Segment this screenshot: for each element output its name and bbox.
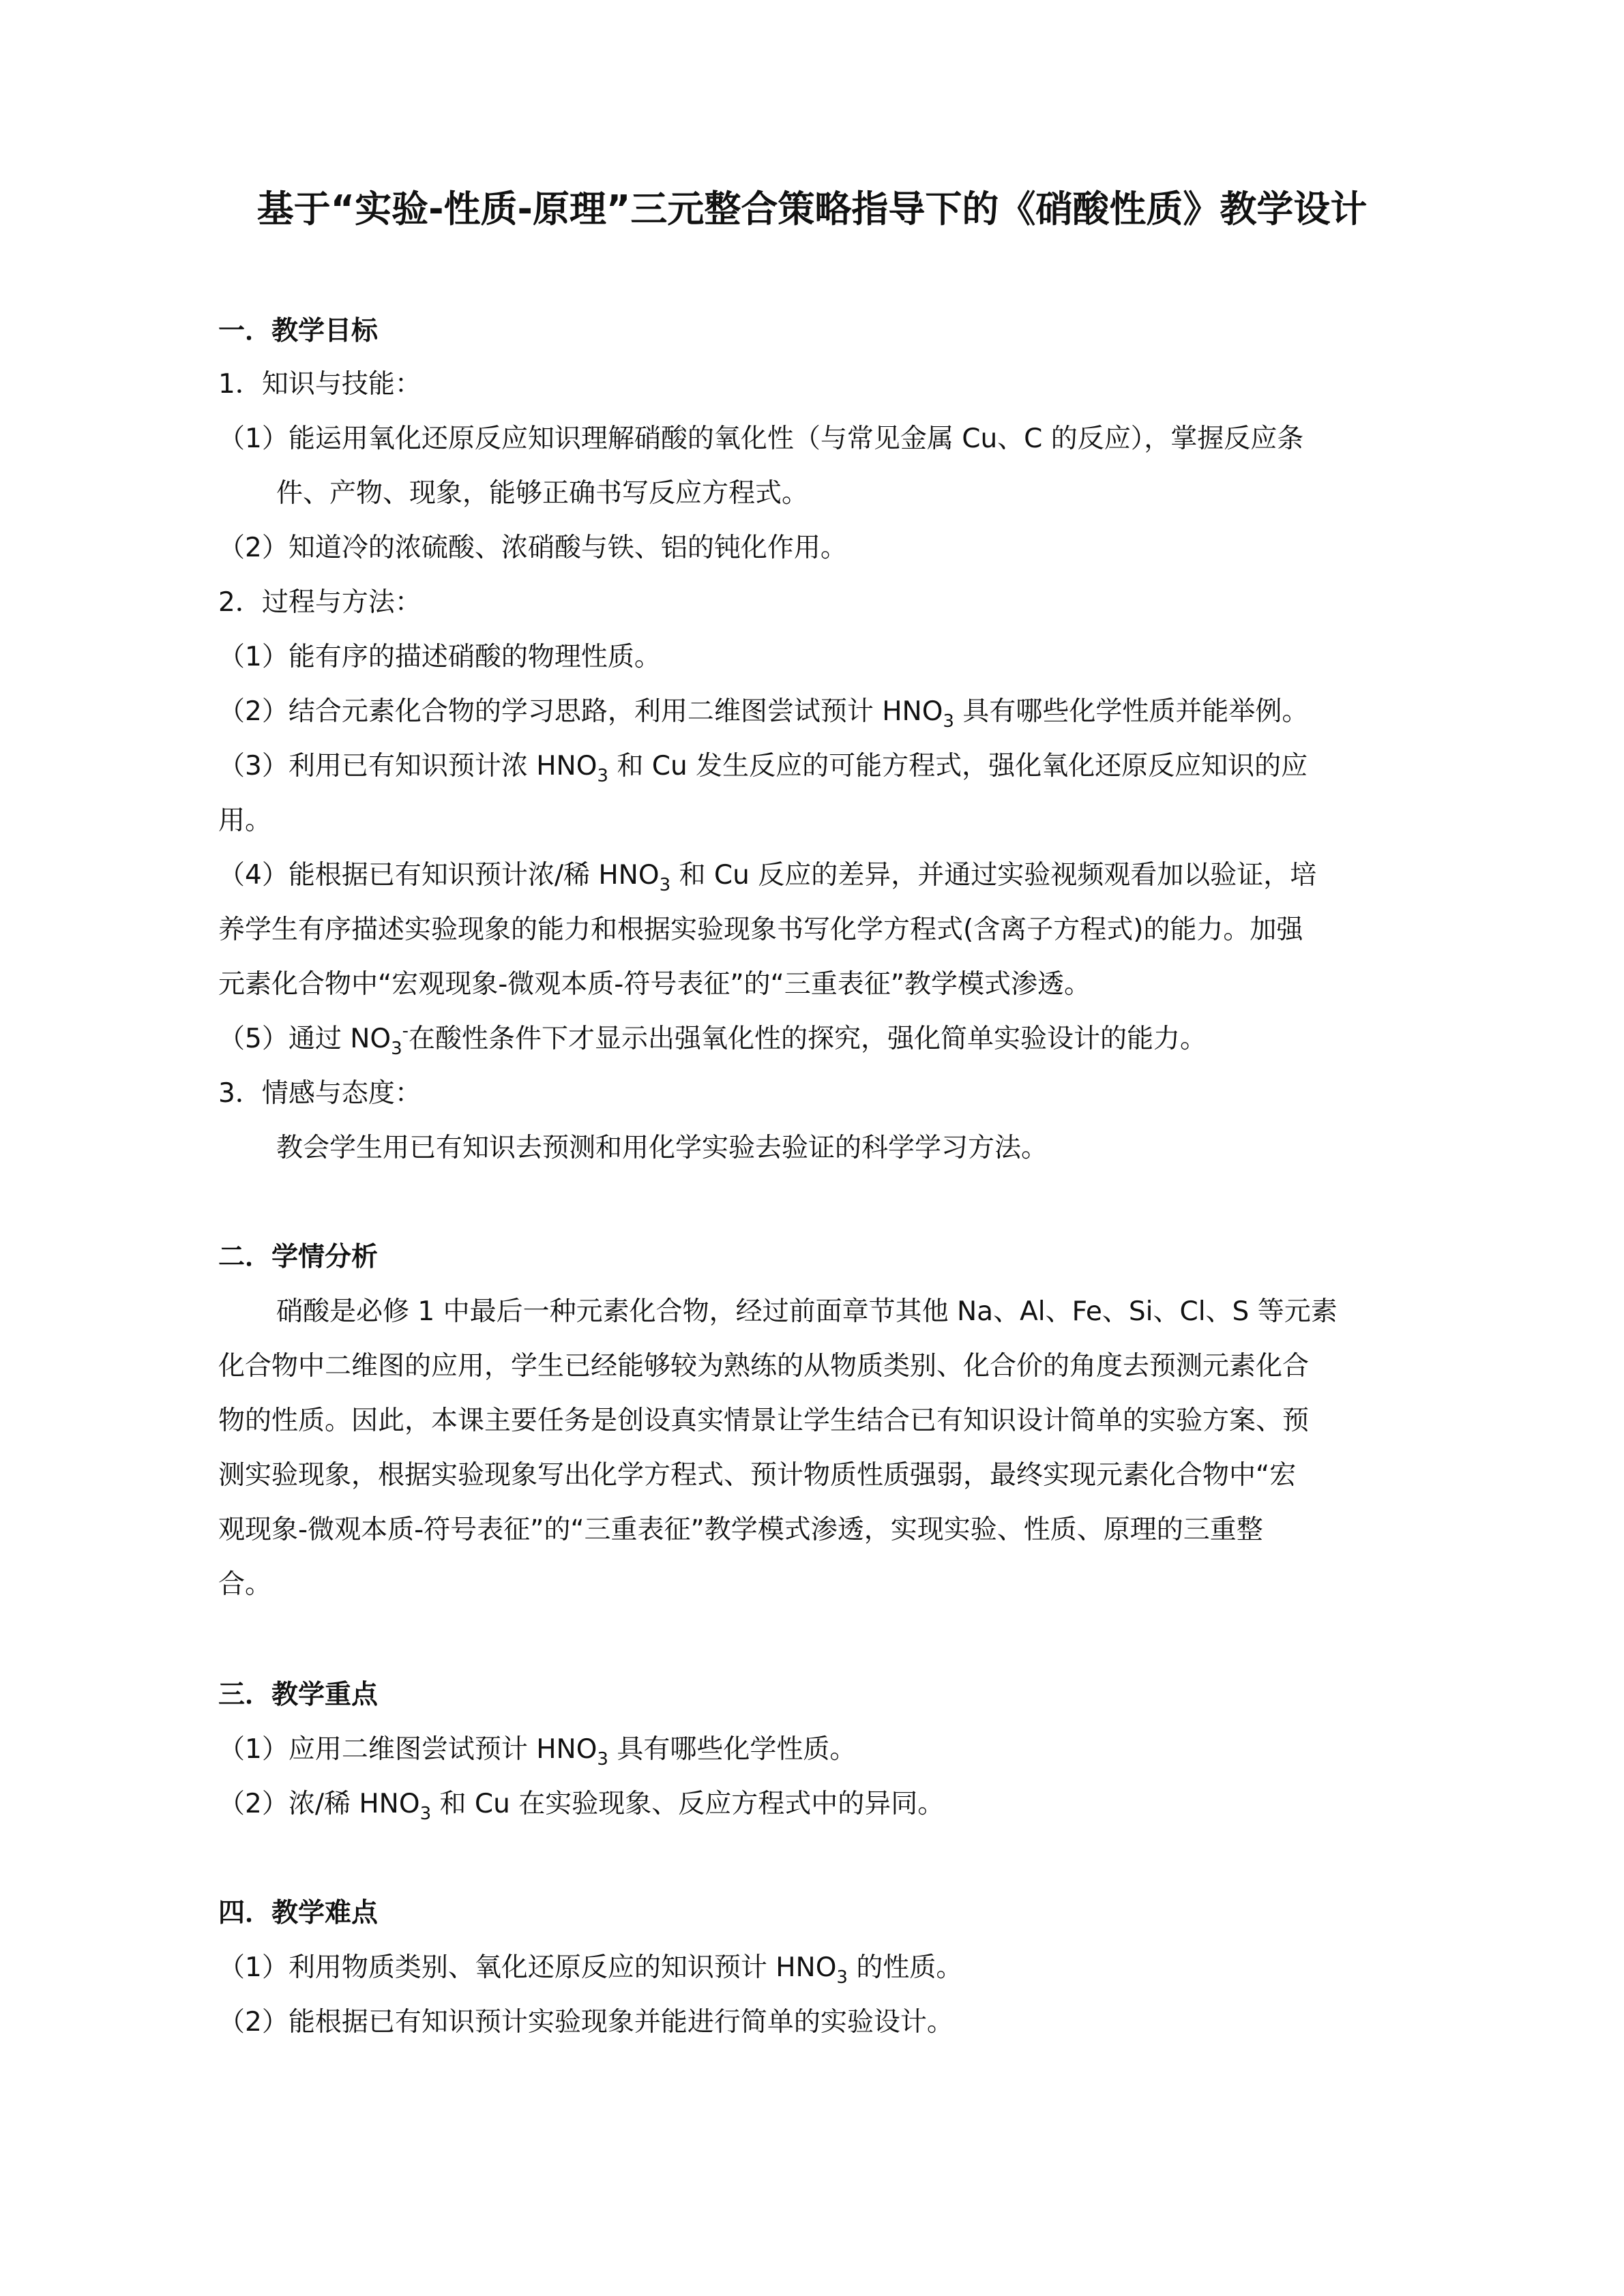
objective-e1: 教会学生用已有知识去预测和用化学实验去验证的科学学习方法。 [276, 1133, 1048, 1163]
analysis-line1: 硝酸是必修 1 中最后一种元素化合物，经过前面章节其他 Na、Al、Fe、Si、Cl、S 等元素 [276, 1296, 1338, 1327]
text-run: 和 Cu 在实验现象、反应方程式中的异同。 [431, 1789, 945, 1819]
document-title: 基于“实验-性质-原理”三元整合策略指导下的《硝酸性质》教学设计 [256, 188, 1368, 230]
subscript: 3 [419, 1804, 432, 1824]
objective-p4-line2: 养学生有序描述实验现象的能力和根据实验现象书写化学方程式(含离子方程式)的能力。加强 [218, 914, 1303, 945]
analysis-line2: 化合物中二维图的应用，学生已经能够较为熟练的从物质类别、化合价的角度去预测元素化合 [218, 1351, 1310, 1382]
text-run: （2）浓/稀 HNO [218, 1789, 420, 1819]
subscript: 3 [597, 1749, 608, 1770]
objective-p4-line3: 元素化合物中“宏观现象-微观本质-符号表征”的“三重表征”教学模式渗透。 [218, 969, 1091, 1000]
key-point-1 [218, 1732, 856, 1768]
text-run: （1）利用物质类别、氧化还原反应的知识预计 HNO [218, 1952, 837, 1983]
difficulty-2: （2）能根据已有知识预计实验现象并能进行简单的实验设计。 [218, 2007, 954, 2038]
section-heading-difficulties: 四．教学难点 [218, 1898, 379, 1928]
superscript: - [402, 1021, 409, 1041]
subscript: 3 [391, 1039, 402, 1059]
subheading-process-method: 2．过程与方法： [218, 587, 422, 618]
text-run: （2）结合元素化合物的学习思路，利用二维图尝试预计 HNO [218, 696, 943, 727]
text-run: 具有哪些化学性质。 [608, 1734, 857, 1765]
text-run: （1）应用二维图尝试预计 HNO [218, 1734, 597, 1765]
objective-k1-line1: （1）能运用氧化还原反应知识理解硝酸的氧化性（与常见金属 Cu、C 的反应），掌握反应条 [218, 423, 1304, 454]
text-run: 的性质。 [847, 1952, 963, 1983]
text-run: 具有哪些化学性质并能举例。 [954, 696, 1309, 727]
objective-p3-line2: 用。 [218, 805, 272, 836]
text-run: 和 Cu 反应的差异，并通过实验视频观看加以验证，培 [670, 860, 1317, 891]
subscript: 3 [659, 875, 671, 895]
subscript: 3 [943, 711, 954, 732]
subscript: 3 [836, 1967, 848, 1988]
section-heading-objectives: 一．教学目标 [218, 316, 379, 346]
subscript: 3 [597, 766, 608, 786]
text-run: （3）利用已有知识预计浓 HNO [218, 751, 597, 781]
analysis-line4: 测实验现象，根据实验现象写出化学方程式、预计物质性质强弱，最终实现元素化合物中“宏 [218, 1460, 1297, 1491]
objective-p3-line1 [218, 749, 1308, 784]
objective-p4-line1 [218, 858, 1316, 893]
text-run: 和 Cu 发生反应的可能方程式，强化氧化还原反应知识的应 [608, 751, 1308, 781]
text-run: 在酸性条件下才显示出强氧化性的探究，强化简单实验设计的能力。 [409, 1024, 1207, 1054]
objective-p1: （1）能有序的描述硝酸的物理性质。 [218, 642, 661, 672]
objective-k1-line2: 件、产物、现象，能够正确书写反应方程式。 [276, 478, 809, 509]
text-run: （4）能根据已有知识预计浓/稀 HNO [218, 860, 660, 891]
subheading-emotion-attitude: 3．情感与态度： [218, 1078, 422, 1109]
objective-p5 [218, 1022, 1207, 1057]
key-point-2 [218, 1787, 944, 1822]
difficulty-1 [218, 1950, 962, 1986]
subheading-knowledge-skills: 1．知识与技能： [218, 369, 422, 400]
analysis-line3: 物的性质。因此，本课主要任务是创设真实情景让学生结合已有知识设计简单的实验方案、预 [218, 1405, 1310, 1436]
section-heading-analysis: 二．学情分析 [218, 1242, 379, 1272]
analysis-line5: 观现象-微观本质-符号表征”的“三重表征”教学模式渗透，实现实验、性质、原理的三重整 [218, 1515, 1263, 1545]
objective-p2 [218, 694, 1308, 730]
objective-k2: （2）知道冷的浓硫酸、浓硝酸与铁、铝的钝化作用。 [218, 533, 847, 563]
analysis-line6: 合。 [218, 1569, 272, 1600]
text-run: （5）通过 NO [218, 1024, 392, 1054]
section-heading-key-points: 三．教学重点 [218, 1680, 379, 1710]
